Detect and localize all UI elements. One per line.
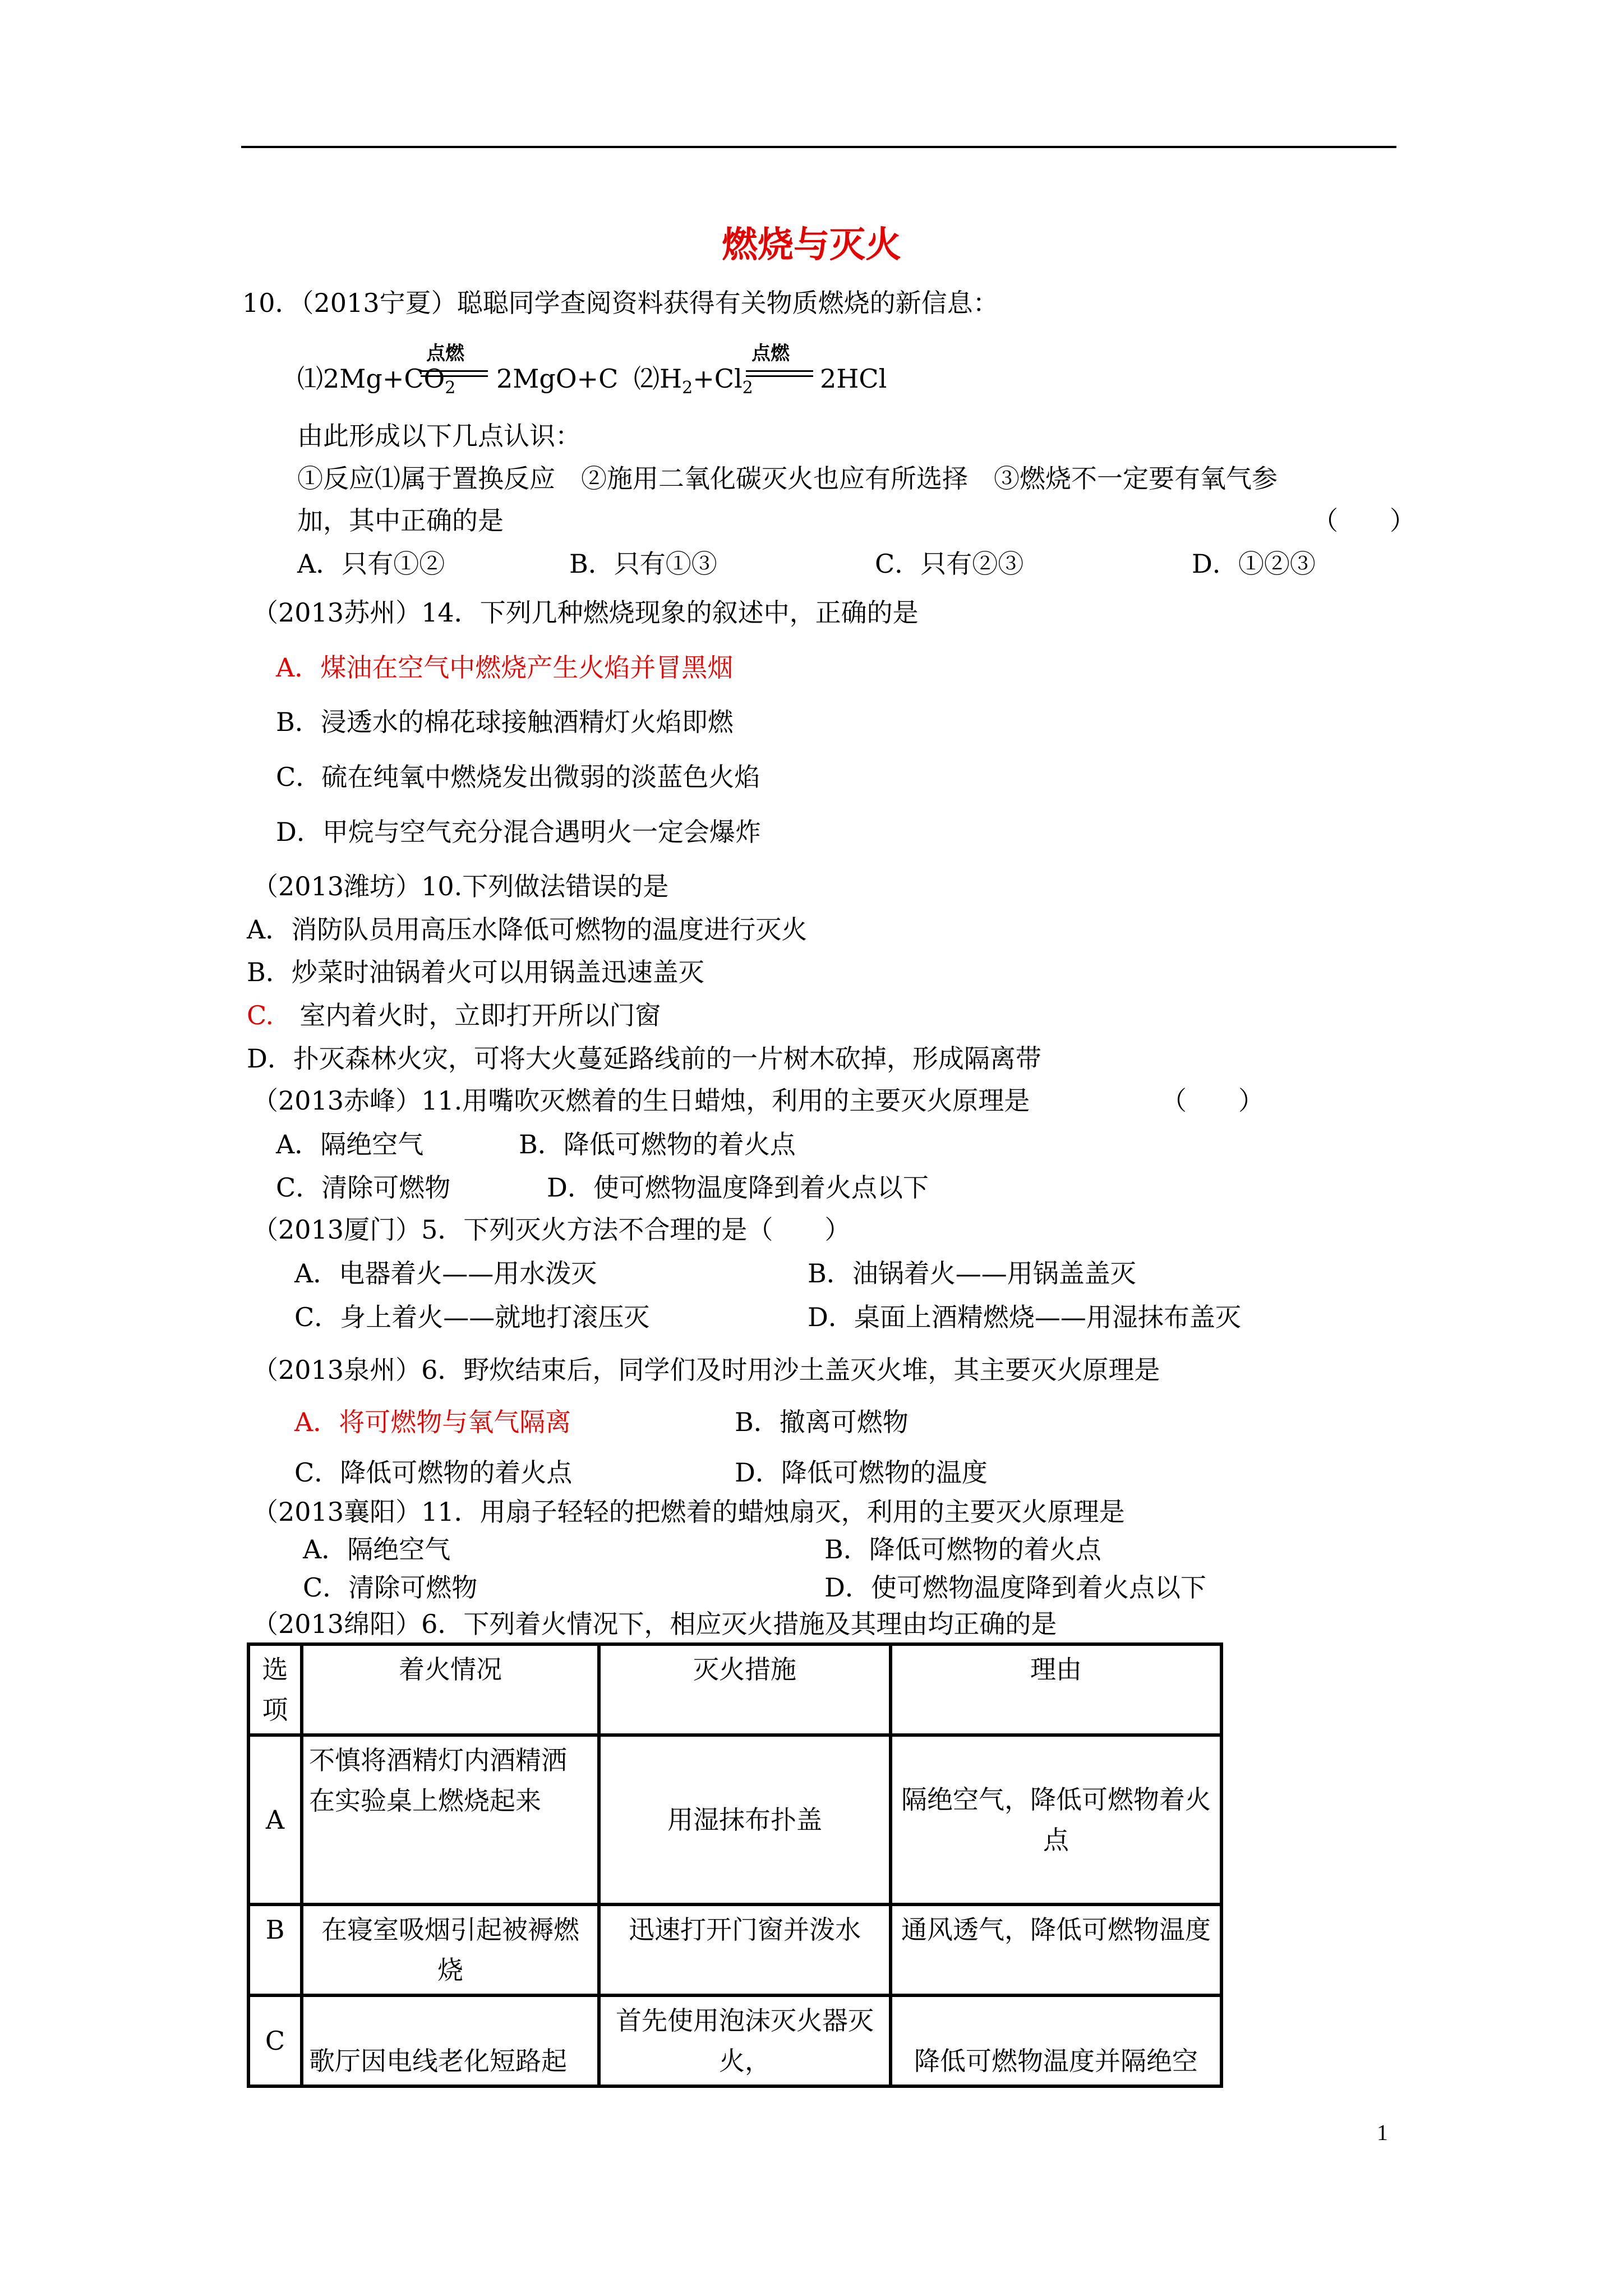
- chifeng-option-b: B．降低可燃物的着火点: [519, 1129, 796, 1159]
- q10-line1: 由此形成以下几点认识：: [297, 421, 581, 451]
- eq1-products: 2MgO+C: [496, 364, 619, 394]
- weifang-option-c: [247, 999, 661, 1032]
- q10-option-d: D．①②③: [1192, 549, 1316, 579]
- q10-option-a: A．只有①②: [297, 549, 445, 579]
- q10-line3: 加，其中正确的是: [297, 505, 504, 536]
- row-b-reason: 通风透气，降低可燃物温度: [891, 1904, 1221, 1995]
- suzhou-stem: （2013苏州）14．下列几种燃烧现象的叙述中，正确的是: [252, 597, 919, 628]
- row-b-situation: 在寝室吸烟引起被褥燃烧: [302, 1904, 599, 1995]
- q10-option-b: B．只有①③: [569, 549, 717, 579]
- eq2-part2: +Cl: [693, 364, 743, 394]
- eq1-subscript: 2: [445, 378, 456, 398]
- header-situation: 着火情况: [302, 1644, 599, 1735]
- weifang-option-c-letter: C.: [247, 1000, 274, 1030]
- row-c-measure: 首先使用泡沫灭火器灭火，: [599, 1995, 891, 2086]
- row-c-reason: 降低可燃物温度并隔绝空: [891, 1995, 1221, 2086]
- xiangyang-option-a: A．隔绝空气: [303, 1534, 451, 1565]
- xiamen-option-c: C．身上着火——就地打滚压灭: [294, 1302, 650, 1332]
- q10-stem: 10．（2013宁夏）聪聪同学查阅资料获得有关物质燃烧的新信息：: [242, 288, 999, 318]
- quanzhou-option-a: A．将可燃物与氧气隔离: [294, 1407, 571, 1437]
- eq2-subscript-1: 2: [682, 378, 693, 398]
- row-a-measure: 用湿抹布扑盖: [599, 1735, 891, 1904]
- eq1-arrow: [421, 370, 488, 377]
- table-row: [248, 1995, 1221, 2086]
- weifang-stem: （2013潍坊）10.下列做法错误的是: [252, 871, 669, 901]
- xiangyang-option-c: C．清除可燃物: [303, 1572, 478, 1603]
- eq2-products: 2HCl: [820, 364, 887, 394]
- quanzhou-option-c: C．降低可燃物的着火点: [294, 1457, 573, 1488]
- row-b-measure: 迅速打开门窗并泼水: [599, 1904, 891, 1995]
- xiamen-stem: （2013厦门）5．下列灭火方法不合理的是（ ）: [252, 1214, 851, 1245]
- xiangyang-stem: （2013襄阳）11．用扇子轻轻的把燃着的蜡烛扇灭，利用的主要灭火原理是: [252, 1497, 1125, 1527]
- quanzhou-stem: （2013泉州）6．野炊结束后，同学们及时用沙土盖灭火堆，其主要灭火原理是: [252, 1355, 1160, 1385]
- q10-equation-1: [297, 362, 455, 405]
- header-option-text: 选项: [262, 1654, 288, 1725]
- header-rule: [241, 146, 1396, 148]
- suzhou-option-d: D．甲烷与空气充分混合遇明火一定会爆炸: [276, 817, 761, 847]
- eq2-arrow: [746, 370, 813, 377]
- eq2-subscript-2: 2: [742, 378, 753, 398]
- q10-line2: ①反应⑴属于置换反应 ②施用二氧化碳灭火也应有所选择 ③燃烧不一定要有氧气参: [297, 463, 1278, 494]
- suzhou-option-c: C．硫在纯氧中燃烧发出微弱的淡蓝色火焰: [276, 762, 760, 792]
- weifang-option-a: A．消防队员用高压水降低可燃物的温度进行灭火: [247, 914, 808, 945]
- chifeng-option-c: C．清除可燃物: [276, 1172, 451, 1203]
- xiamen-option-d: D．桌面上酒精燃烧——用湿抹布盖灭: [808, 1302, 1241, 1332]
- row-c-option: C: [248, 1995, 302, 2086]
- q10-option-c: C．只有②③: [875, 549, 1024, 579]
- xiangyang-option-d: D．使可燃物温度降到着火点以下: [824, 1572, 1206, 1603]
- table-row: [248, 1904, 1221, 1995]
- weifang-option-d: D．扑灭森林火灾，可将大火蔓延路线前的一片树木砍掉，形成隔离带: [247, 1043, 1041, 1074]
- quanzhou-option-d: D．降低可燃物的温度: [735, 1457, 988, 1488]
- eq1-reactants: ⑴2Mg+CO: [297, 364, 445, 394]
- suzhou-option-a: A．煤油在空气中燃烧产生火焰并冒黑烟: [276, 652, 734, 683]
- xiangyang-option-b: B．降低可燃物的着火点: [824, 1534, 1101, 1565]
- xiamen-option-a: A．电器着火——用水泼灭: [294, 1258, 597, 1289]
- quanzhou-option-b: B．撤离可燃物: [735, 1407, 909, 1437]
- chifeng-option-a: A．隔绝空气: [276, 1129, 424, 1159]
- chifeng-answer-paren: （ ）: [1161, 1085, 1264, 1116]
- table-header-row: [248, 1644, 1221, 1735]
- weifang-option-b: B．炒菜时油锅着火可以用锅盖迅速盖灭: [247, 957, 704, 987]
- xiamen-option-b: B．油锅着火——用锅盖盖灭: [808, 1258, 1136, 1289]
- mianyang-stem: （2013绵阳）6．下列着火情况下，相应灭火措施及其理由均正确的是: [252, 1609, 1057, 1639]
- eq2-part1: ⑵H: [634, 364, 683, 394]
- eq1-condition: 点燃: [426, 342, 464, 365]
- page-number: 1: [1377, 2120, 1388, 2145]
- q10-answer-paren: （ ）: [1312, 505, 1415, 536]
- row-c-situation: 歌厅因电线老化短路起: [302, 1995, 599, 2086]
- eq2-condition: 点燃: [751, 342, 790, 365]
- chifeng-option-d: D．使可燃物温度降到着火点以下: [547, 1172, 929, 1203]
- table-row: [248, 1735, 1221, 1904]
- page-title: 燃烧与灭火: [722, 224, 901, 266]
- header-measure: 灭火措施: [599, 1644, 891, 1735]
- suzhou-option-b: B．浸透水的棉花球接触酒精灯火焰即燃: [276, 707, 734, 737]
- chifeng-stem: （2013赤峰）11.用嘴吹灭燃着的生日蜡烛，利用的主要灭火原理是: [252, 1085, 1030, 1116]
- header-reason: 理由: [891, 1644, 1221, 1735]
- weifang-option-c-text: 室内着火时，立即打开所以门窗: [299, 1000, 661, 1030]
- fire-measures-table: [247, 1642, 1223, 2088]
- row-a-reason: 隔绝空气，降低可燃物着火点: [891, 1735, 1221, 1904]
- row-a-option: A: [248, 1735, 302, 1904]
- row-a-situation: 不慎将酒精灯内酒精洒在实验桌上燃烧起来: [302, 1735, 599, 1904]
- header-option: [248, 1644, 302, 1735]
- q10-equation-2: [634, 362, 753, 405]
- row-b-option: B: [248, 1904, 302, 1995]
